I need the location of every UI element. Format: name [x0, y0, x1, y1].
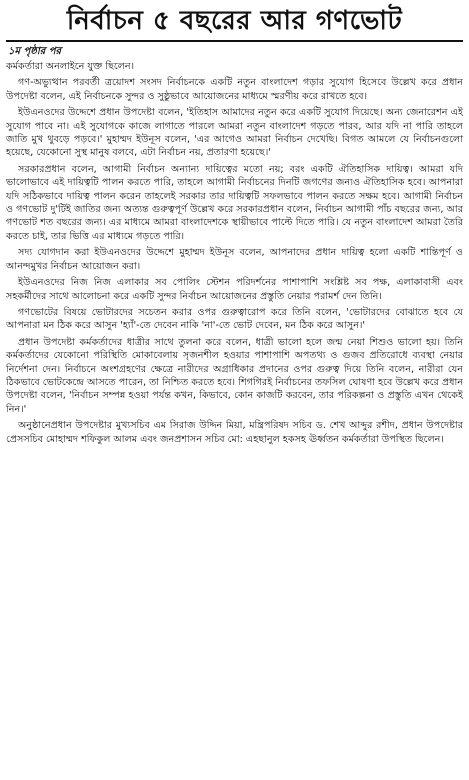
headline-rule: [6, 40, 463, 42]
article-paragraph: গণভোটের বিষয়ে ভোটারদের সচেতন করার ওপর গুরুত্বারোপ করে তিনি বলেন, 'ভোটারদের বোঝাতে হবে যে আপনারা মন ঠিক করে আসুন 'হ্যাঁ'-তে দেবেন নাকি 'না'-তে ভোট দেবেন, মন ঠিক করে আসুন।': [6, 306, 463, 332]
article-paragraph: প্রধান উপদেষ্টা কর্মকর্তাদের ধাত্রীর সাথে তুলনা করে বলেন, ধাত্রী ভালো হলে জন্ম নেয়া শিশুও ভালো হয়। তিনি কর্মকর্তাদের যেকোনো পরিস্থিতি মোকাবেলায় সৃজনশীল হওয়ার পাশাপাশি অপতথ্য ও গুজব প্রতিরোধে ব্যবস্থা নেয়ার নির্দেশনা দেন। নির্বাচনে অংশগ্রহণের ক্ষেত্রে নারীদের অগ্রাধিকার প্রদানের ওপর গুরুত্ব দিয়ে তিনি বলেন, নারীরা যেন ঠিকভাবে ভোটকেন্দ্রে আসতে পারেন, তা নিশ্চিত করতে হবে। শিগগিরই নির্বাচনের তফসিল ঘোষণা হবে উল্লেখ করে প্রধান উপদেষ্টা বলেন, 'নির্বাচন সম্পন্ন হওয়া পর্যন্ত কখন, কিভাবে, কোন কাজটি করবেন, তার পরিকল্পনা ও প্রস্তুতি এখন থেকেই নিন।': [6, 336, 463, 415]
article-paragraph: সদ্য যোগদান করা ইউএনওদের উদ্দেশে মুহাম্মদ ইউনূস বলেন, আপনাদের প্রধান দায়িত্ব হলো একটি শান্তিপূর্ণ ও আনন্দমুখর নির্বাচন আয়োজন করা।: [6, 247, 463, 272]
article-paragraph: কর্মকর্তারা অনলাইনে যুক্ত ছিলেন।: [6, 61, 135, 72]
article-paragraph: সরকারপ্রধান বলেন, আগামী নির্বাচন অন্যান্য দায়িত্বের মতো নয়; বরং একটি ঐতিহাসিক দায়িত্ব। আমরা যদি ভালোভাবে এই দায়িত্বটি পালন করতে পারি, তাহলে আগামী নির্বাচনের দিনটি জগণের জন্যও ঐতিহাসিক হবে। আপনারা যদি সঠিকভাবে দায়িত্ব পালন করেন তাহলেই সরকার তার দায়িত্বটি সফলভাবে পালন করতে সক্ষম হবে। আগামী নির্বাচন ও গণভোট দু'টিই জাতির জন্য অত্যন্ত গুরুত্বপূর্ণ উল্লেখ করে সরকারপ্রধান বলেন, নির্বাচন আগামী পাঁচ বছরের জন্য, আর গণভোট শত বছরের জন্য। এর মাধ্যমে আমরা বাংলাদেশকে স্থায়ীভাবে পাল্টে দিতে পারি। যে নতুন বাংলাদেশ আমরা তৈরি করতে চাই, তার ভিত্তি এর মাধ্যমে গড়তে পারি।: [6, 163, 463, 242]
article-paragraph: গণ-অভ্যুত্থান পরবর্তী ত্রয়োদশ সংসদ নির্বাচনকে একটি নতুন বাংলাদেশ গড়ার সুযোগ হিসেবে উল্লেখ করে প্রধান উপদেষ্টা বলেন, এই নির্বাচনকে সুন্দর ও সুষ্ঠুভাবে আয়োজনের মাধ্যমে স্মরণীয় করে রাখতে হবে।: [6, 77, 463, 102]
continued-from-page-label: ১ম পৃষ্ঠার পর: [8, 46, 61, 57]
article-paragraph: ইউএনওদের নিজ নিজ এলাকার সব পোলিং স্টেশন পরিদর্শনের পাশাপাশি সংশ্লিষ্ট সব পক্ষ, এলাকাবাসী এবং সহকর্মীদের সাথে আলোচনা করে একটি সুন্দর নির্বাচন আয়োজনের প্রস্তুতি নেয়ার পরামর্শ দেন তিনি।: [6, 277, 464, 302]
article-paragraph: অনুষ্ঠানেপ্রধান উপদেষ্টার মুখ্যসচিব এম সিরাজ উদ্দিন মিয়া, মন্ত্রিপরিষদ সচিব ড. শেখ আব্দুর রশীদ, প্রধান উপদেষ্টার প্রেসসচিব মোহাম্মদ শফিকুল আলম এবং জনপ্রশাসন সচিব মো: এহছানুল হকসহ ঊর্ধ্বতন কর্মকর্তারা উপস্থিত ছিলেন।: [6, 420, 463, 445]
article-body: [6, 60, 463, 446]
article-paragraph: ইউএনওদের উদ্দেশে প্রধান উপদেষ্টা বলেন, 'ইতিহাস আমাদের নতুন করে একটি সুযোগ দিয়েছে। অন্য জেনারেশন এই সুযোগ পাবে না। এই সুযোগকে কাজে লাগাতে পারলে আমরা নতুন বাংলাদেশ গড়তে পারব, আর যদি না পারি তাহলে জাতি মুখ থুবড়ে পড়বে।' মুহাম্মদ ইউনূস বলেন, 'এর আগেও আমরা নির্বাচন দেখেছি। বিগত আমলে যে নির্বাচনগুলো হয়েছে, যেকোনো সুস্থ মানুষ বলবে, এটা নির্বাচন নয়, প্রতারণা হয়েছে।': [6, 107, 463, 159]
headline: নির্বাচন ৫ বছরের আর গণভোট: [66, 6, 403, 36]
